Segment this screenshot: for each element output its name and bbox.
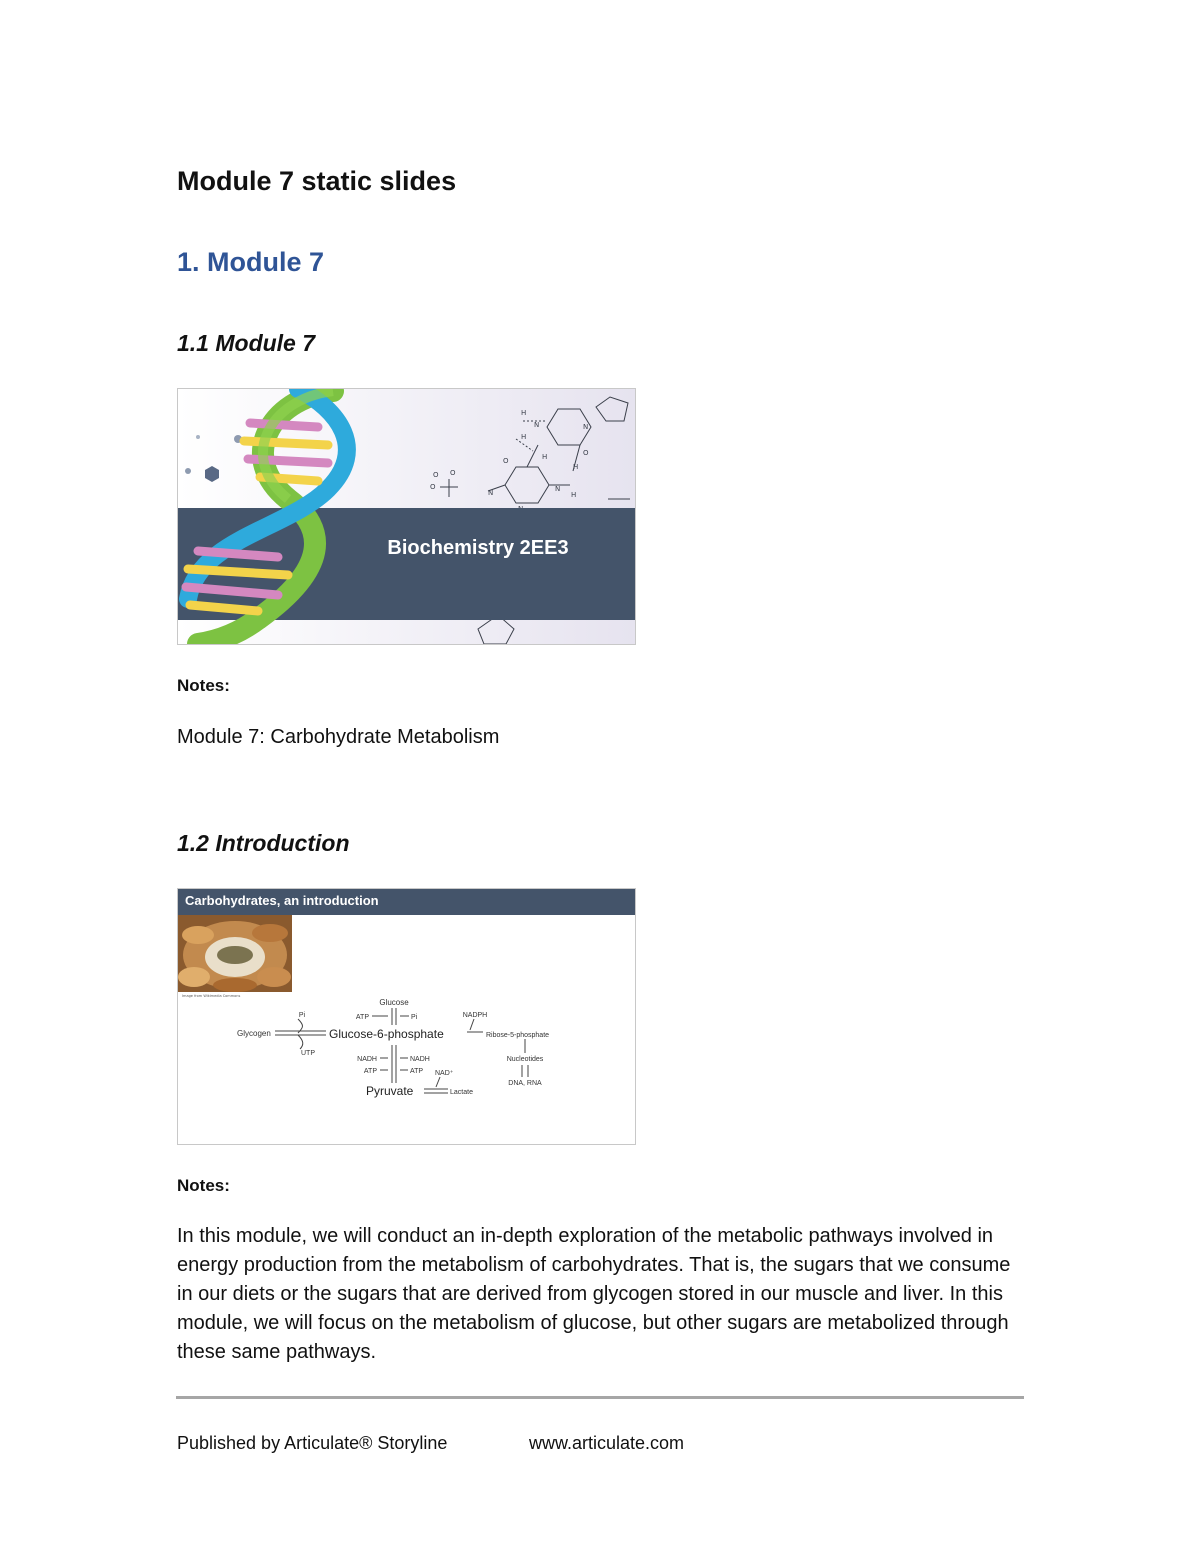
slide-1-heading: 1.1 Module 7 bbox=[177, 330, 316, 356]
svg-text:O: O bbox=[450, 469, 456, 477]
dna-banner-illustration bbox=[178, 389, 635, 644]
svg-text:O: O bbox=[433, 471, 439, 479]
label-atp-top: ATP bbox=[355, 1014, 369, 1021]
svg-text:O: O bbox=[430, 483, 436, 491]
svg-text:H: H bbox=[573, 463, 579, 471]
slide-2-notes: In this module, we will conduct an in-depth exploration of the metabolic pathways involved in energy production from the metabolism of carbohydrates. That is, the sugars that we consume in our diets or the sugars that are derived from glycogen stored in our muscle and liver. In this module, we will focus on the metabolism of glucose, but other sugars are metabolized through these same pathways. bbox=[177, 1225, 1011, 1363]
svg-text:O: O bbox=[583, 449, 589, 457]
svg-text:N: N bbox=[583, 423, 589, 431]
label-dna-rna: DNA, RNA bbox=[508, 1080, 542, 1087]
svg-text:H: H bbox=[571, 491, 577, 499]
footer-website-link[interactable]: www.articulate.com bbox=[529, 1433, 685, 1453]
slide-2-heading: 1.2 Introduction bbox=[177, 830, 350, 856]
section-heading: 1. Module 7 bbox=[177, 247, 325, 277]
label-nucleotides: Nucleotides bbox=[506, 1056, 544, 1063]
label-ribose-5-phosphate: Ribose-5-phosphate bbox=[486, 1032, 550, 1039]
svg-text:H: H bbox=[542, 453, 548, 461]
slide-2-header-bar bbox=[178, 889, 635, 915]
svg-text:N: N bbox=[534, 421, 540, 429]
label-atp-right: ATP bbox=[410, 1068, 424, 1075]
label-pyruvate: Pyruvate bbox=[366, 1084, 414, 1098]
label-nad-plus: NAD⁺ bbox=[435, 1070, 454, 1077]
svg-text:N: N bbox=[555, 485, 561, 493]
label-nadph: NADPH bbox=[462, 1012, 488, 1019]
slide-2-header-text: Carbohydrates, an introduction bbox=[185, 893, 379, 908]
svg-text:O: O bbox=[503, 457, 509, 465]
label-nadh-left: NADH bbox=[357, 1056, 377, 1063]
svg-text:H: H bbox=[521, 409, 527, 417]
glucose-pathway-diagram bbox=[178, 915, 635, 1144]
label-pi-left: Pi bbox=[298, 1012, 306, 1019]
slide-1-thumbnail bbox=[177, 388, 636, 645]
banner-bar bbox=[178, 508, 635, 620]
label-glycogen: Glycogen bbox=[237, 1029, 271, 1038]
label-lactate: Lactate bbox=[450, 1089, 473, 1096]
footer-published-by: Published by Articulate® Storyline bbox=[177, 1433, 448, 1453]
label-glucose-6-phosphate: Glucose-6-phosphate bbox=[329, 1027, 444, 1041]
slide-2-thumbnail bbox=[177, 888, 636, 1145]
bread-basket-image bbox=[178, 915, 292, 992]
footer-divider bbox=[176, 1396, 1024, 1399]
image-caption: Image from Wikimedia Commons bbox=[182, 994, 241, 998]
document-title: Module 7 static slides bbox=[177, 166, 457, 196]
slide-1-notes-label: Notes: bbox=[177, 676, 230, 695]
slide-1-notes: Module 7: Carbohydrate Metabolism bbox=[177, 726, 500, 748]
label-atp-left: ATP bbox=[363, 1068, 377, 1075]
label-glucose: Glucose bbox=[379, 998, 409, 1007]
svg-text:N: N bbox=[488, 489, 494, 497]
label-pi-top: Pi bbox=[411, 1014, 418, 1021]
label-nadh-right: NADH bbox=[410, 1056, 430, 1063]
svg-text:H: H bbox=[521, 433, 527, 441]
label-utp: UTP bbox=[301, 1050, 315, 1057]
slide-2-notes-label: Notes: bbox=[177, 1176, 230, 1195]
slide-1-banner-text: Biochemistry 2EE3 bbox=[387, 537, 569, 559]
